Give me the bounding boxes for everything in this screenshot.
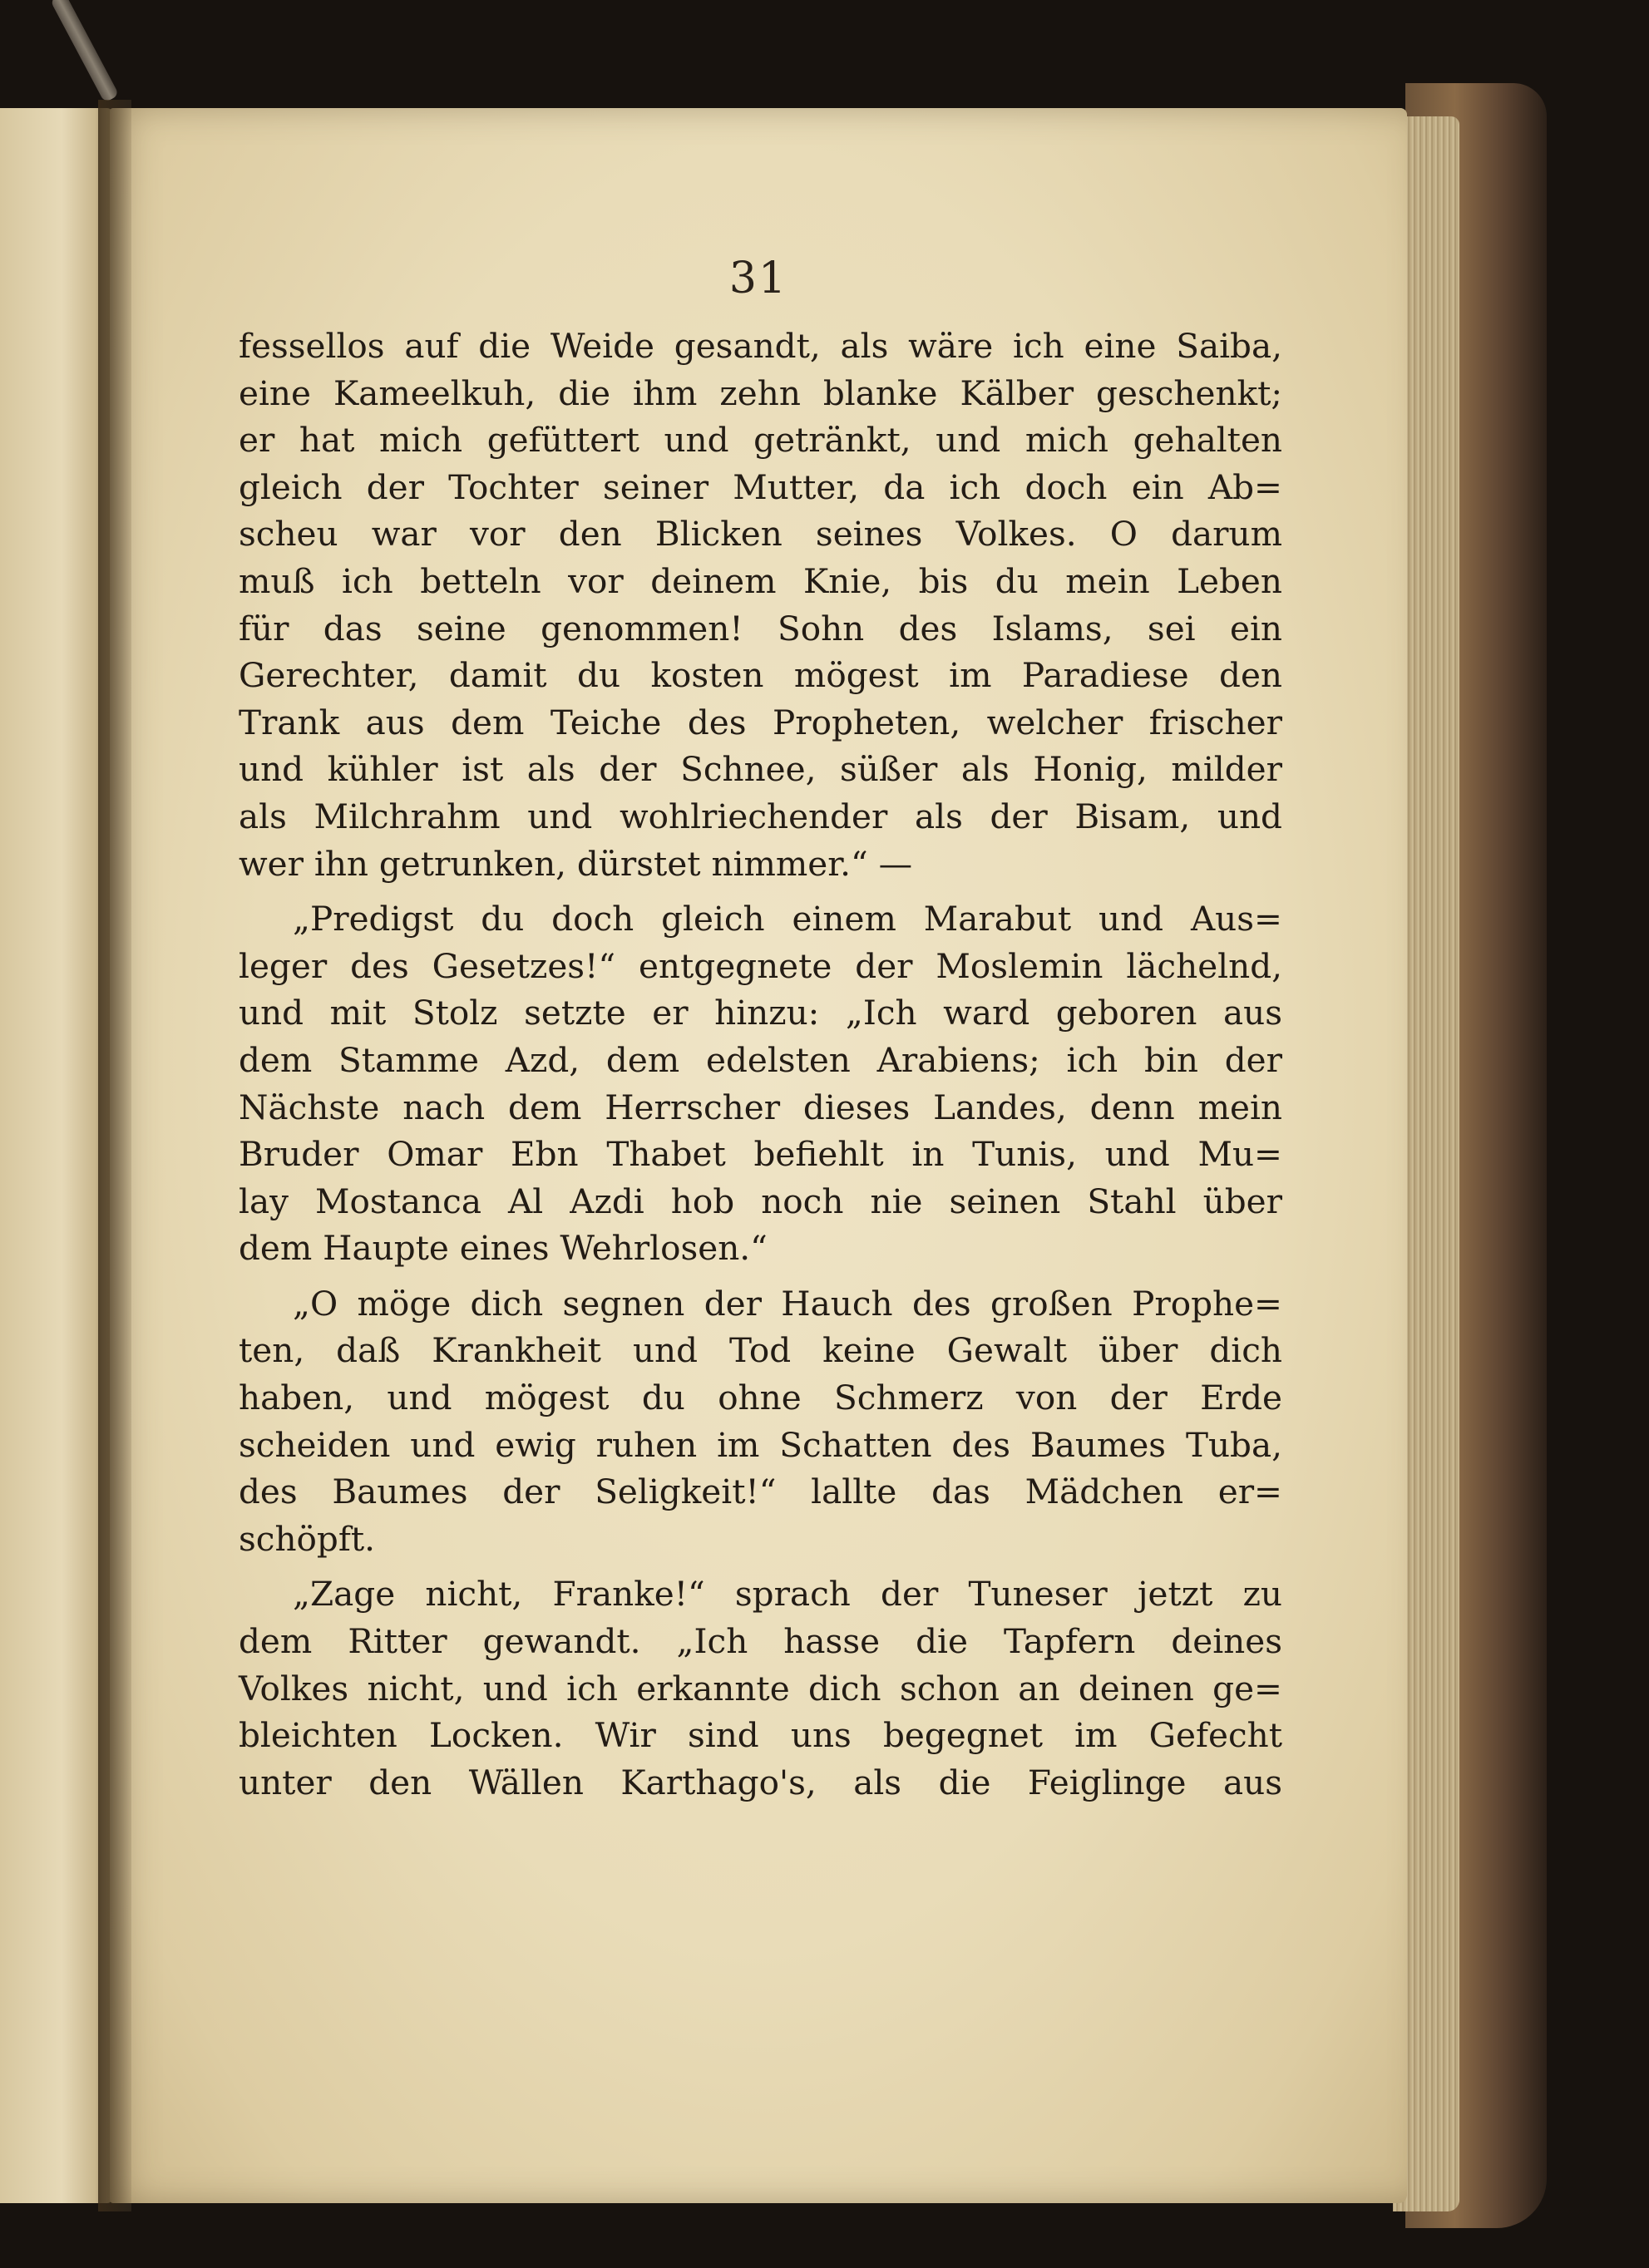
text-line: scheiden und ewig ruhen im Schatten des Baumes Tuba, [239, 1424, 1282, 1465]
text-line: Gerechter, damit du kosten mögest im Paradiese den [239, 655, 1282, 696]
text-line: haben, und mögest du ohne Schmerz von der Erde [239, 1378, 1282, 1418]
text-line: Nächste nach dem Herrscher dieses Landes, denn mein [239, 1087, 1282, 1127]
spine-gutter [98, 100, 131, 2211]
text-line: und mit Stolz setzte er hinzu: „Ich ward geboren aus [239, 993, 1282, 1033]
text-line: „Predigst du doch gleich einem Marabut und Aus= [293, 899, 1282, 939]
text-line: unter den Wällen Karthago's, als die Feiglinge aus [239, 1762, 1282, 1802]
text-line: als Milchrahm und wohlriechender als der Bisam, und [239, 796, 1282, 836]
page-text [239, 323, 1282, 1806]
left-page-edge [0, 108, 112, 2203]
text-line: wer ihn getrunken, dürstet nimmer.“ — [239, 843, 913, 884]
text-line: fessellos auf die Weide gesandt, als wäre ich eine Saiba, [239, 326, 1282, 366]
text-line: muß ich betteln vor deinem Knie, bis du mein Leben [239, 560, 1282, 601]
text-line: er hat mich gefüttert und getränkt, und mich gehalten [239, 420, 1282, 461]
text-line: lay Mostanca Al Azdi hob noch nie seinen Stahl über [239, 1181, 1282, 1221]
text-line: Bruder Omar Ebn Thabet befiehlt in Tunis, und Mu= [239, 1134, 1282, 1175]
text-line: Volkes nicht, und ich erkannte dich schon an deinen ge= [239, 1668, 1282, 1708]
text-line: „Zage nicht, Franke!“ sprach der Tuneser jetzt zu [293, 1574, 1282, 1615]
bookmark-string [50, 0, 119, 103]
text-line: dem Stamme Azd, dem edelsten Arabiens; ich bin der [239, 1039, 1282, 1080]
text-line: gleich der Tochter seiner Mutter, da ich doch ein Ab= [239, 466, 1282, 507]
text-line: für das seine genommen! Sohn des Islams, sei ein [239, 608, 1282, 648]
text-line: scheu war vor den Blicken seines Volkes. O darum [239, 514, 1282, 555]
text-line: bleichten Locken. Wir sind uns begegnet im Gefecht [239, 1715, 1282, 1756]
text-line: und kühler ist als der Schnee, süßer als Honig, milder [239, 749, 1282, 790]
text-line: eine Kameelkuh, die ihm zehn blanke Kälber geschenkt; [239, 372, 1282, 413]
text-line: leger des Gesetzes!“ entgegnete der Moslemin lächelnd, [239, 945, 1282, 986]
text-line: schöpft. [239, 1518, 375, 1559]
book-page [110, 108, 1407, 2203]
text-line: dem Haupte eines Wehrlosen.“ [239, 1228, 768, 1269]
text-line: „O möge dich segnen der Hauch des großen Prophe= [293, 1283, 1282, 1324]
text-line: des Baumes der Seligkeit!“ lallte das Mädchen er= [239, 1472, 1282, 1512]
text-line: Trank aus dem Teiche des Propheten, welcher frischer [239, 702, 1282, 742]
text-line: dem Ritter gewandt. „Ich hasse die Tapfern deines [239, 1621, 1282, 1662]
page-number: 31 [728, 254, 788, 303]
text-line: ten, daß Krankheit und Tod keine Gewalt über dich [239, 1330, 1282, 1371]
